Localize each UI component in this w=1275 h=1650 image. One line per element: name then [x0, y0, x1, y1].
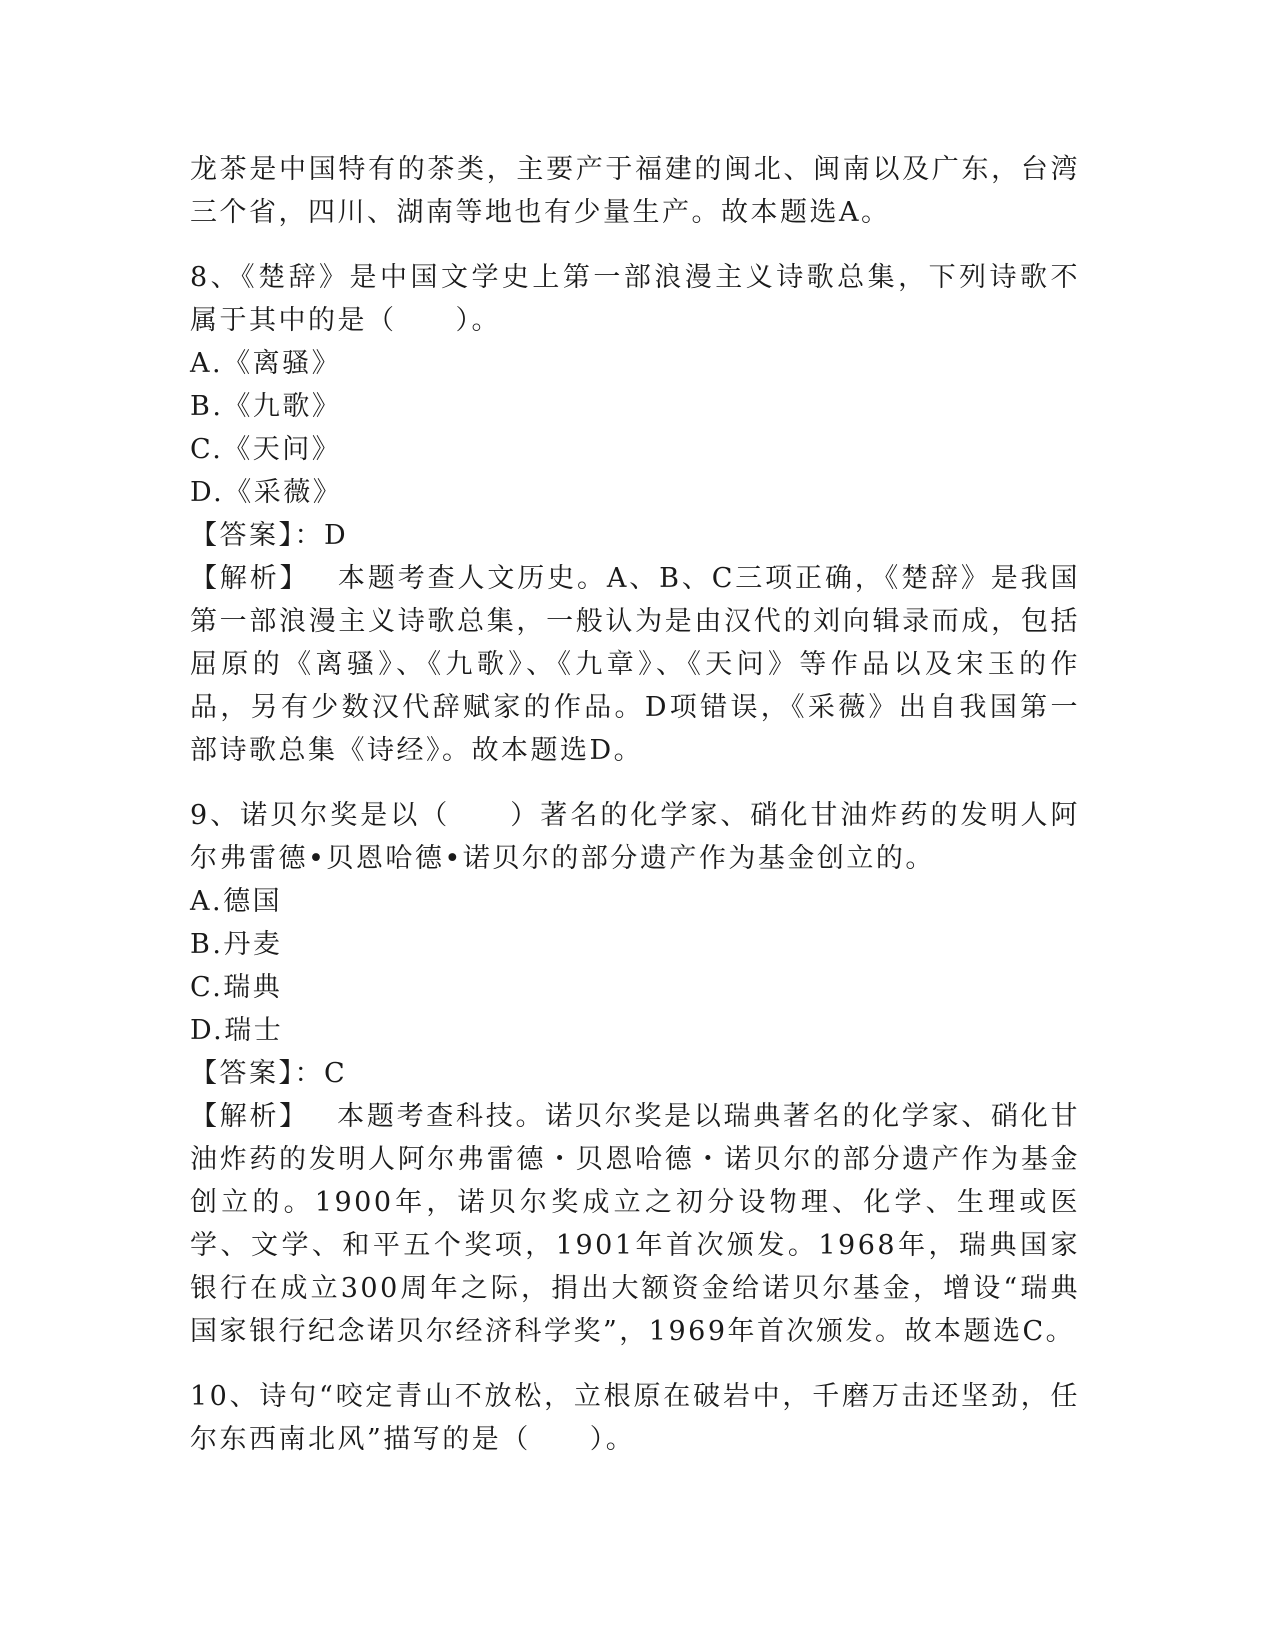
question-8-analysis	[190, 557, 1080, 772]
question-8-option-a: A.《离骚》	[190, 348, 342, 379]
answer-value: C	[324, 1058, 348, 1089]
analysis-label: 【解析】	[190, 563, 310, 594]
answer-label: 【答案】：	[190, 520, 324, 551]
question-8-answer	[190, 514, 1080, 557]
analysis-text: 本题考查科技。诺贝尔奖是以瑞典著名的化学家、硝化甘油炸药的发明人阿尔弗雷德・贝恩哈德・诺贝尔的部分遗产作为基金创立的。1900年，诺贝尔奖成立之初分设物理、化学、生理或医学、文学、和平五个奖项，1901年首次颁发。1968年，瑞典国家银行在成立300周年之际，捐出大额资金给诺贝尔基金，增设“瑞典国家银行纪念诺贝尔经济科学奖”，1969年首次颁发。故本题选C。	[190, 1101, 1081, 1347]
question-9-option-c: C.瑞典	[190, 972, 283, 1003]
question-9-analysis	[190, 1095, 1080, 1353]
analysis-text: 本题考查人文历史。A、B、C三项正确，《楚辞》是我国第一部浪漫主义诗歌总集，一般认为是由汉代的刘向辑录而成，包括屈原的《离骚》、《九歌》、《九章》、《天问》等作品以及宋玉的作品，另有少数汉代辞赋家的作品。D项错误，《采薇》出自我国第一部诗歌总集《诗经》。故本题选D。	[190, 563, 1081, 766]
question-8-option-b: B.《九歌》	[190, 391, 342, 422]
question-8-text: 8、《楚辞》是中国文学史上第一部浪漫主义诗歌总集，下列诗歌不属于其中的是（ ）。	[190, 262, 1080, 336]
answer-value: D	[324, 520, 349, 551]
question-9	[190, 794, 1080, 1353]
question-9-option-b: B.丹麦	[190, 929, 283, 960]
question-8-option-d: D.《采薇》	[190, 477, 343, 508]
question-9-text: 9、诺贝尔奖是以（ ）著名的化学家、硝化甘油炸药的发明人阿尔弗雷德•贝恩哈德•诺贝尔的部分遗产作为基金创立的。	[190, 800, 1080, 874]
document-body	[190, 148, 1080, 1461]
answer-label: 【答案】：	[190, 1058, 324, 1089]
analysis-label: 【解析】	[190, 1101, 309, 1132]
question-8	[190, 256, 1080, 772]
question-9-answer	[190, 1052, 1080, 1095]
question-10	[190, 1375, 1080, 1461]
question-8-option-c: C.《天问》	[190, 434, 342, 465]
question-9-option-d: D.瑞士	[190, 1015, 284, 1046]
question-9-option-a: A.德国	[190, 886, 283, 917]
question-10-text: 10、诗句“咬定青山不放松，立根原在破岩中，千磨万击还坚劲，任尔东西南北风”描写的是（ ）。	[190, 1381, 1080, 1455]
intro-paragraph: 龙茶是中国特有的茶类，主要产于福建的闽北、闽南以及广东，台湾三个省，四川、湖南等地也有少量生产。故本题选A。	[190, 154, 1080, 228]
